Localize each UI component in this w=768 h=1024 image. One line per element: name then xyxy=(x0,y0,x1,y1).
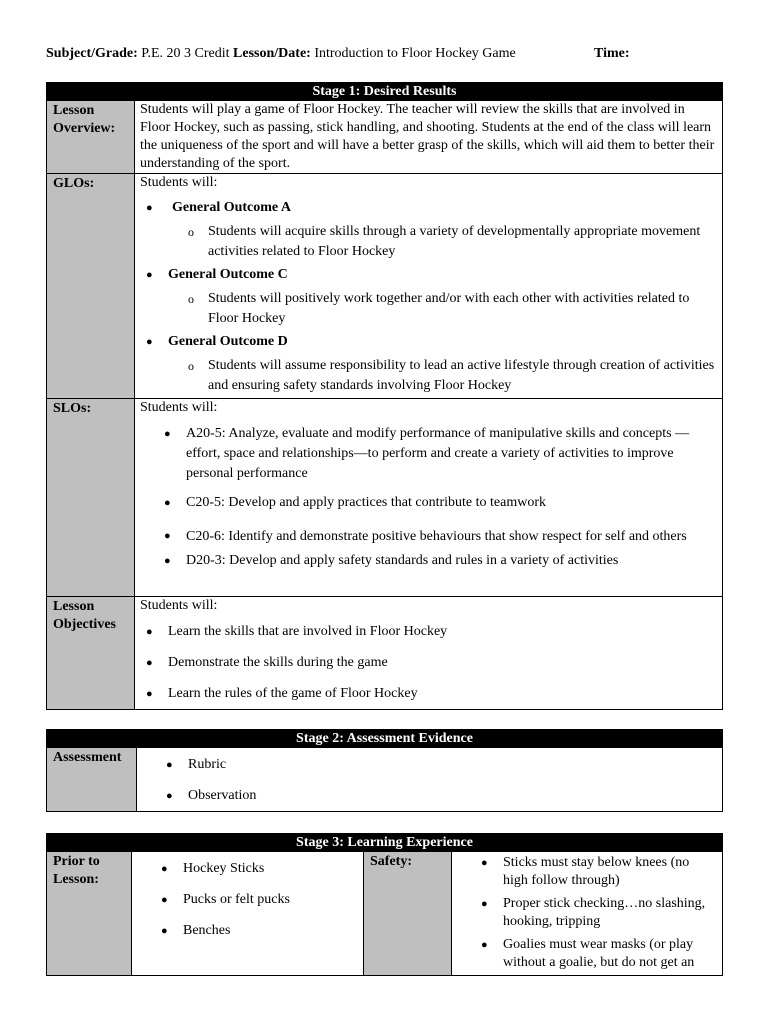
stage2-title: Stage 2: Assessment Evidence xyxy=(47,730,723,748)
objectives-list xyxy=(140,623,717,703)
assessment-item: ● Rubric xyxy=(142,756,717,774)
slo-intro: Students will: xyxy=(140,400,218,415)
glo-detail: o Students will assume responsibility to lead an active lifestyle through creation of activities and ensuring safety standards involving Floor Hockey xyxy=(140,356,717,396)
slo-list xyxy=(140,424,717,571)
subject-value: P.E. 20 3 Credit xyxy=(141,46,230,61)
stage1-title: Stage 1: Desired Results xyxy=(47,83,723,101)
subject-label: Subject/Grade: xyxy=(46,46,138,61)
assessment-cell xyxy=(137,748,723,812)
overview-label: Lesson Overview: xyxy=(47,101,135,174)
assessment-list xyxy=(142,748,717,805)
glo-item: ● General Outcome C o Students will positively work together and/or with each other with activities related to Floor Hockey xyxy=(140,266,717,329)
stage3-table xyxy=(46,833,723,976)
safety-label: Safety: xyxy=(364,852,452,976)
stage2-table xyxy=(46,729,723,812)
assessment-label: Assessment xyxy=(47,748,137,812)
lesson-value: Introduction to Floor Hockey Game xyxy=(314,46,516,61)
slo-item: ● C20-6: Identify and demonstrate positive behaviours that show respect for self and others xyxy=(140,525,717,548)
safety-cell xyxy=(452,852,723,976)
prior-item: ● Hockey Sticks xyxy=(137,860,358,878)
assessment-item: ● Observation xyxy=(142,787,717,805)
stage1-table xyxy=(46,82,723,710)
prior-list xyxy=(137,852,358,940)
objective-item: ● Learn the rules of the game of Floor Hockey xyxy=(140,685,717,703)
prior-item: ● Pucks or felt pucks xyxy=(137,891,358,909)
slo-item: ● D20-3: Develop and apply safety standards and rules in a variety of activities xyxy=(140,551,717,571)
slo-item: ● C20-5: Develop and apply practices that contribute to teamwork xyxy=(140,493,717,513)
objectives-cell xyxy=(135,597,723,710)
glo-intro: Students will: xyxy=(140,175,218,190)
prior-item: ● Benches xyxy=(137,922,358,940)
safety-list xyxy=(457,852,717,972)
slo-cell xyxy=(135,399,723,597)
prior-label: Prior to Lesson: xyxy=(47,852,132,976)
safety-item: ● Goalies must wear masks (or play without a goalie, but do not get an xyxy=(457,936,717,972)
overview-text: Students will play a game of Floor Hockey. The teacher will review the skills that are involved in Floor Hockey, such as passing, stick handling, and shooting. Students at the end of the class will learn the uniqueness of the sport and will have a better grasp of the skills, which will aid them to better their understanding of the sport. xyxy=(135,101,723,174)
glo-detail: o Students will acquire skills through a variety of developmentally appropriate movement activities related to Floor Hockey xyxy=(140,222,717,262)
stage3-title: Stage 3: Learning Experience xyxy=(47,834,723,852)
objectives-intro: Students will: xyxy=(140,598,218,613)
slo-item: ● A20-5: Analyze, evaluate and modify performance of manipulative skills and concepts —effort, space and relationships—to perform and create a variety of activities to improve personal performance xyxy=(140,424,717,484)
glo-detail: o Students will positively work together and/or with each other with activities related to Floor Hockey xyxy=(140,289,717,329)
glo-label: GLOs: xyxy=(47,174,135,399)
objective-item: ● Demonstrate the skills during the game xyxy=(140,654,717,672)
glo-item: ● General Outcome A o Students will acquire skills through a variety of developmentally appropriate movement activities related to Floor Hockey xyxy=(140,199,717,262)
lesson-header xyxy=(46,46,726,62)
prior-cell xyxy=(132,852,364,976)
objective-item: ● Learn the skills that are involved in Floor Hockey xyxy=(140,623,717,641)
glo-item: ● General Outcome D o Students will assume responsibility to lead an active lifestyle through creation of activities and ensuring safety standards involving Floor Hockey xyxy=(140,333,717,396)
objectives-label: Lesson Objectives xyxy=(47,597,135,710)
safety-item: ● Sticks must stay below knees (no high follow through) xyxy=(457,854,717,890)
glo-list xyxy=(140,199,717,396)
glo-cell xyxy=(135,174,723,399)
lesson-label: Lesson/Date: xyxy=(233,46,311,61)
time-label: Time: xyxy=(594,46,630,61)
safety-item: ● Proper stick checking…no slashing, hooking, tripping xyxy=(457,895,717,931)
slo-label: SLOs: xyxy=(47,399,135,597)
